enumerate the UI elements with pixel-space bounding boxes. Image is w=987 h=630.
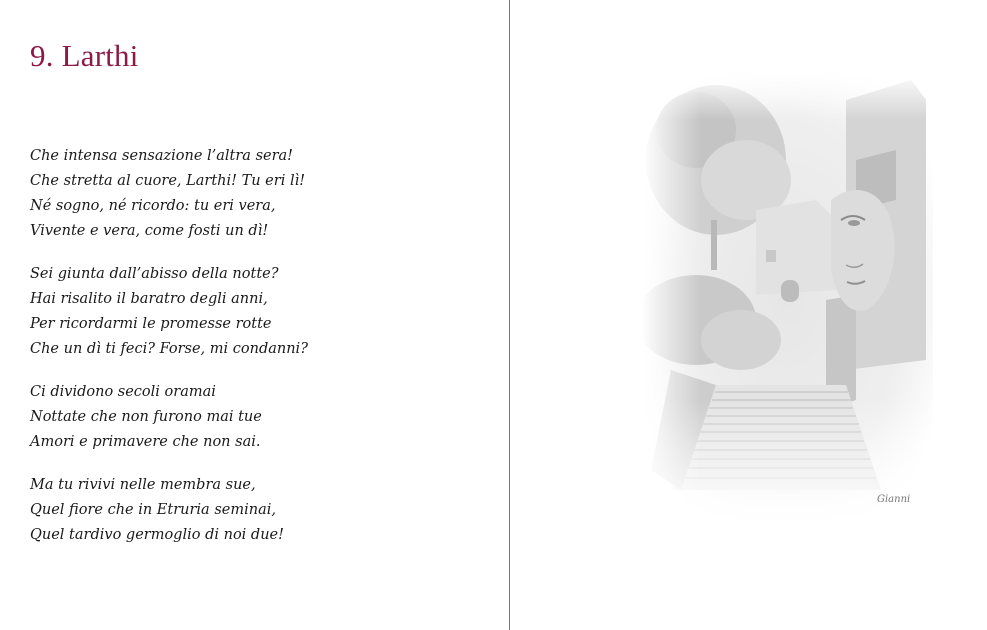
stanza-4	[30, 473, 308, 548]
poem-body	[30, 144, 308, 566]
poem-line: Quel tardivo germoglio di noi due!	[30, 527, 284, 543]
poem-line: Che intensa sensazione l’altra sera!	[30, 148, 293, 164]
poem-line: Ma tu rivivi nelle membra sue,	[30, 477, 256, 493]
poem-line: Sei giunta dall’abisso della notte?	[30, 266, 279, 282]
poem-line: Né sogno, né ricordo: tu eri vera,	[30, 198, 276, 214]
poem-line: Ci dividono secoli oramai	[30, 384, 216, 400]
right-page	[511, 0, 987, 630]
poem-line: Per ricordarmi le promesse rotte	[30, 316, 272, 332]
poem-line: Che stretta al cuore, Larthi! Tu eri lì!	[30, 173, 306, 189]
poem-line: Amori e primavere che non sai.	[30, 434, 261, 450]
artist-signature: Gianni	[877, 494, 911, 505]
stanza-3	[30, 380, 308, 455]
poem-line: Che un dì ti feci? Forse, mi condanni?	[30, 341, 308, 357]
sketch-svg	[641, 70, 933, 526]
stanza-2	[30, 262, 308, 362]
poem-line: Vivente e vera, come fosti un dì!	[30, 223, 269, 239]
poem-line: Nottate che non furono mai tue	[30, 409, 262, 425]
poem-title: 9. Larthi	[30, 38, 139, 73]
page-gutter-divider	[509, 0, 510, 630]
poem-line: Quel fiore che in Etruria seminai,	[30, 502, 276, 518]
pencil-sketch-illustration	[641, 70, 933, 526]
stanza-1	[30, 144, 308, 244]
poem-line: Hai risalito il baratro degli anni,	[30, 291, 268, 307]
